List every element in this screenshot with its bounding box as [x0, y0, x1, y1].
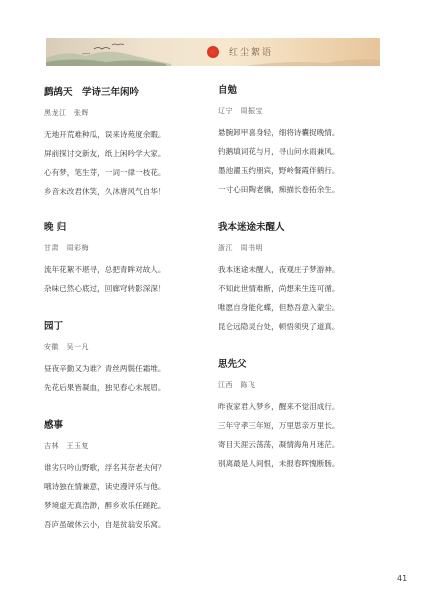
poem-lines — [44, 260, 214, 298]
poem-line: 先花后果皆凝血，独见春心未展眉。 — [44, 383, 166, 392]
poem-line: 杂味已然心底过，回廊穹转影深深！ — [44, 284, 166, 293]
poem-line: 三年守孝三年短，万里思亲万里长。 — [218, 421, 340, 430]
poem-author: 吉林 王玉复 — [44, 442, 89, 450]
poem-line: 别离最是人间恨，未报春晖愧断肠。 — [218, 459, 340, 468]
poem — [218, 221, 388, 336]
left-column — [44, 86, 214, 534]
page-number: 41 — [397, 574, 408, 583]
poem-author: 甘肃 周彩梅 — [44, 244, 89, 252]
poem-lines — [44, 359, 214, 397]
poem-line: 不知此世情难断，尚想来生连可循。 — [218, 284, 340, 293]
right-column — [218, 84, 388, 473]
poem — [44, 221, 214, 298]
poem-lines — [218, 260, 388, 336]
poem — [44, 419, 214, 534]
poem-line: 昨夜家君入梦乡，醒来不觉泪成行。 — [218, 402, 340, 411]
poem-line: 钓鹅填词花与月，寻山问水雨兼风。 — [218, 147, 340, 156]
poem-line: 梦境虚无真浩渺，醉乡欢乐任蹉跎。 — [44, 501, 166, 510]
header-title: 红尘絮语 — [229, 48, 274, 58]
sun-icon — [207, 46, 219, 58]
poem-line: 哦诗独在情兼意，读史漫评乐与他。 — [44, 482, 166, 491]
poem-line: 乡音未改君休笑，久沐唐风气自华！ — [44, 187, 166, 196]
poem-title: 鹧鸪天 学诗三年闲吟 — [44, 87, 140, 98]
poem-line: 昼夜辛勤又为谁？青丝两鬓任霜堆。 — [44, 364, 166, 373]
poem-lines — [218, 397, 388, 473]
poem-line: 一寸心田陶老骥，痴描长卷拓余生。 — [218, 185, 340, 194]
header-banner — [46, 38, 380, 66]
poem-line: 悬腕卸甲喜身轻，细将诗囊捉晚情。 — [218, 128, 340, 137]
poem-line: 吾庐虽破休云小，自是贫翁安乐窝。 — [44, 520, 166, 529]
poem-line: 唯愿自身能化蝶，但愁吾意入蒙尘。 — [218, 303, 340, 312]
poem-author: 黑龙江 张辉 — [44, 109, 89, 117]
poem-line: 昆仑远隐灵台处，顿悟须臾了道真。 — [218, 322, 340, 331]
poem — [44, 320, 214, 397]
poem — [218, 358, 388, 473]
poem-line: 我本迷途未醒人，夜观庄子梦游神。 — [218, 265, 340, 274]
poem-lines — [218, 123, 388, 199]
poem-line: 无地开荒难种瓜，误来诗苑度余暇。 — [44, 130, 166, 139]
poem-author: 浙江 周书明 — [218, 244, 263, 252]
poem-title: 感事 — [44, 420, 64, 431]
poem-line: 墨池濯玉约朋宾，野岭餐霞伴鹤行。 — [218, 166, 340, 175]
poem-author: 辽宁 周振宝 — [218, 107, 263, 115]
poem-line: 流年花絮不堪寻，总把青眸对故人。 — [44, 265, 166, 274]
poem-title: 我本迷途未醒人 — [218, 222, 285, 233]
poem — [44, 86, 214, 201]
poem-line: 寄目天涯云荡荡，凝情海角月迷茫。 — [218, 440, 340, 449]
poem-line: 谁劣只吟山野歌，浮名其奈老夫何？ — [44, 463, 166, 472]
poem-title: 晚 归 — [44, 222, 67, 233]
poem-lines — [44, 125, 214, 201]
poem-title: 自勉 — [218, 85, 238, 96]
poem-line: 心有梦，笔生芽，一词一律一枝花。 — [44, 168, 166, 177]
poem-author: 安徽 吴一凡 — [44, 343, 89, 351]
poem-lines — [44, 458, 214, 534]
poem-author: 江西 陈飞 — [218, 381, 256, 389]
poem-line: 屏前探讨交新友，纸上闲吟学大家。 — [44, 149, 166, 158]
poem-title: 思先父 — [218, 359, 247, 370]
poem-title: 园丁 — [44, 321, 64, 332]
poem — [218, 84, 388, 199]
